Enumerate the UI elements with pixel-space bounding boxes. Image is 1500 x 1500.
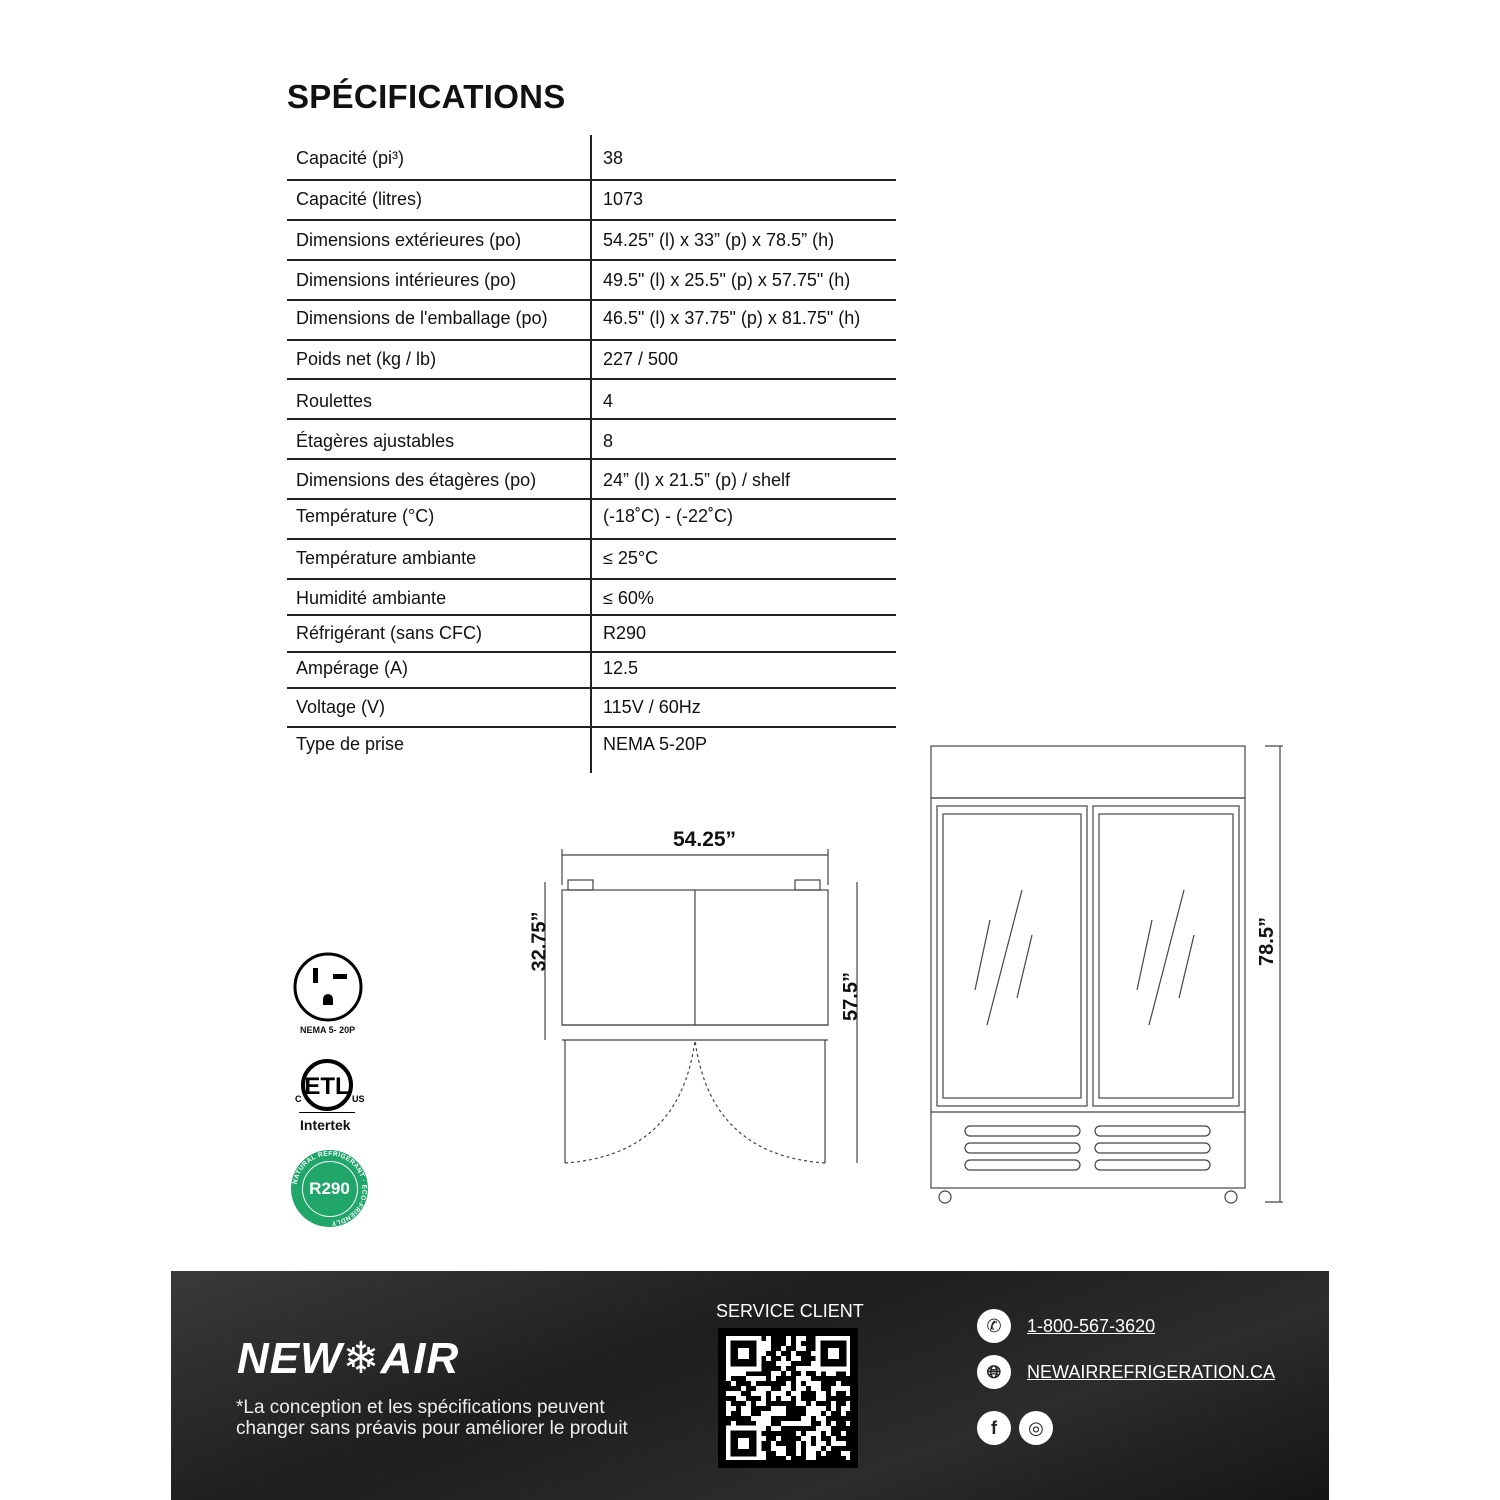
spec-value: NEMA 5-20P: [603, 734, 708, 754]
service-heading: SERVICE CLIENT: [716, 1301, 864, 1321]
top-view-drawing: [510, 825, 870, 1170]
spec-label: Température (°C): [296, 506, 435, 526]
page-title: SPÉCIFICATIONS: [287, 78, 566, 115]
spec-label: Ampérage (A): [296, 658, 409, 678]
r290-label: R290: [302, 1161, 358, 1217]
disclaimer-line: *La conception et les spécifications peuvent: [236, 1397, 605, 1418]
spec-value: 8: [603, 431, 614, 451]
spec-value: 46.5" (l) x 37.75" (p) x 81.75" (h): [603, 308, 861, 328]
website-link[interactable]: NEWAIRREFRIGERATION.CA: [1027, 1361, 1276, 1382]
spec-table: [287, 135, 896, 773]
etl-logo: [295, 1058, 367, 1114]
row-divider: [287, 418, 896, 420]
depth-dimension: 32.75”: [528, 911, 551, 972]
spec-label: Réfrigérant (sans CFC): [296, 623, 483, 643]
disclaimer-line: changer sans préavis pour améliorer le produit: [236, 1418, 628, 1439]
disclaimer: [236, 1397, 628, 1439]
phone-link[interactable]: 1-800-567-3620: [1027, 1315, 1156, 1336]
width-dimension: 54.25”: [673, 828, 737, 851]
intertek-label: Intertek: [300, 1117, 351, 1133]
row-divider: [287, 578, 896, 580]
website-contact: [977, 1355, 1275, 1389]
spec-label: Humidité ambiante: [296, 588, 447, 608]
footer: [171, 1271, 1329, 1500]
spec-value: 1073: [603, 189, 644, 209]
spec-value: 227 / 500: [603, 349, 679, 369]
nema-plug-icon: [292, 951, 364, 1028]
divider: [299, 1112, 355, 1113]
spec-label: Poids net (kg / lb): [296, 349, 437, 369]
spec-value: ≤ 60%: [603, 588, 654, 608]
instagram-icon[interactable]: ◎: [1019, 1411, 1053, 1445]
row-divider: [287, 498, 896, 500]
spec-label: Capacité (pi³): [296, 148, 405, 168]
spec-value: 4: [603, 391, 614, 411]
globe-icon: 🌐︎: [977, 1355, 1011, 1389]
height-dimension: 78.5”: [1255, 917, 1278, 966]
spec-label: Température ambiante: [296, 548, 477, 568]
spec-label: Voltage (V): [296, 697, 386, 717]
spec-value: 12.5: [603, 658, 639, 678]
row-divider: [287, 219, 896, 221]
spec-label: Dimensions des étagères (po): [296, 470, 537, 490]
spec-value: R290: [603, 623, 647, 643]
row-divider: [287, 259, 896, 261]
row-divider: [287, 726, 896, 728]
row-divider: [287, 458, 896, 460]
facebook-icon[interactable]: f: [977, 1411, 1011, 1445]
column-divider: [590, 135, 592, 773]
spec-label: Capacité (litres): [296, 189, 423, 209]
spec-value: (-18˚C) - (-22˚C): [603, 506, 733, 526]
spec-value: 24” (l) x 21.5” (p) / shelf: [603, 470, 791, 490]
r290-eco-badge: [291, 1150, 368, 1227]
row-divider: [287, 538, 896, 540]
r290-ring-text: NATURAL REFRIGERANT · ECO-FRIENDLY: [291, 1150, 368, 1227]
nema-label: NEMA 5- 20P: [300, 1025, 356, 1035]
row-divider: [287, 299, 896, 301]
spec-value: 115V / 60Hz: [603, 697, 701, 717]
qr-code[interactable]: [718, 1328, 858, 1468]
newair-logo: NEW❄AIR: [237, 1334, 460, 1383]
door-swing-dimension: 57.5”: [839, 972, 862, 1021]
spec-value: 38: [603, 148, 624, 168]
spec-value: 54.25” (l) x 33” (p) x 78.5” (h): [603, 230, 835, 250]
spec-label: Roulettes: [296, 391, 373, 411]
social-links: [977, 1411, 1053, 1445]
phone-contact: [977, 1309, 1155, 1343]
phone-icon: ✆: [977, 1309, 1011, 1343]
row-divider: [287, 339, 896, 341]
row-divider: [287, 378, 896, 380]
spec-value: ≤ 25°C: [603, 548, 659, 568]
row-divider: [287, 179, 896, 181]
spec-label: Dimensions intérieures (po): [296, 270, 517, 290]
svg-text:C: C: [295, 1094, 302, 1104]
spec-label: Étagères ajustables: [296, 431, 455, 451]
spec-label: Dimensions de l'emballage (po): [296, 308, 548, 328]
row-divider: [287, 651, 896, 653]
svg-text:ETL: ETL: [304, 1073, 350, 1100]
svg-text:US: US: [352, 1094, 365, 1104]
row-divider: [287, 687, 896, 689]
spec-label: Type de prise: [296, 734, 405, 754]
spec-label: Dimensions extérieures (po): [296, 230, 522, 250]
front-view-drawing: [925, 740, 1290, 1208]
spec-value: 49.5" (l) x 25.5" (p) x 57.75" (h): [603, 270, 851, 290]
row-divider: [287, 614, 896, 616]
